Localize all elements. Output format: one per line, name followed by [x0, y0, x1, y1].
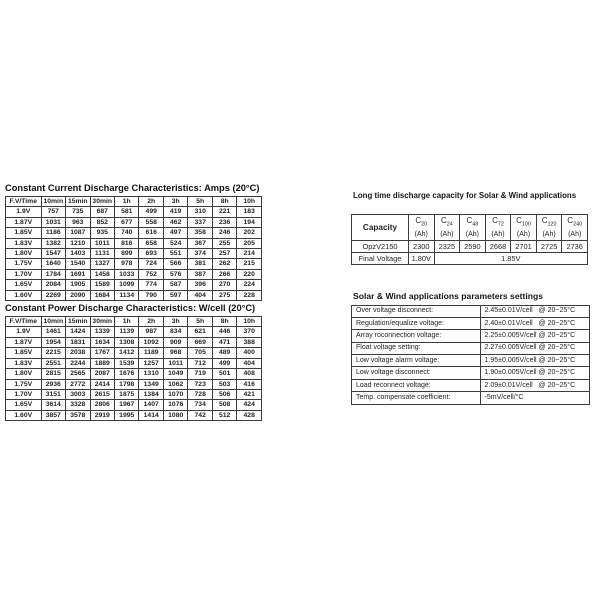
capacity-column-header — [485, 215, 511, 241]
value-cell: 558 — [139, 217, 163, 227]
value-cell: 1310 — [139, 369, 163, 379]
value-cell: 719 — [188, 369, 212, 379]
voltage-label-cell: 1.70V — [6, 389, 42, 399]
capacity-symbol: $C_{100}$ — [516, 216, 531, 228]
value-cell: 1684 — [90, 290, 114, 300]
column-header: 15min — [66, 197, 90, 207]
voltage-label-cell: 1.83V — [6, 358, 42, 368]
value-cell: 935 — [90, 228, 114, 238]
voltage-label-cell: 1.65V — [6, 400, 42, 410]
value-cell: 742 — [188, 410, 212, 420]
value-cell: 2565 — [66, 369, 90, 379]
value-cell: 236 — [212, 217, 236, 227]
final-voltage-span-cell: 1.85V — [434, 252, 587, 264]
value-cell: 551 — [163, 249, 187, 259]
value-cell: 723 — [188, 379, 212, 389]
constant-power-table — [5, 316, 262, 421]
value-cell: 1384 — [139, 389, 163, 399]
value-cell: 310 — [188, 207, 212, 217]
value-cell: 497 — [163, 228, 187, 238]
capacity-value-cell: 2325 — [434, 240, 460, 252]
value-cell: 566 — [163, 259, 187, 269]
column-header: 5h — [188, 317, 212, 327]
discharge-tables-column — [5, 183, 263, 421]
value-cell: 1875 — [115, 389, 139, 399]
voltage-label-cell: 1.75V — [6, 379, 42, 389]
value-cell: 374 — [188, 249, 212, 259]
value-cell: 499 — [139, 207, 163, 217]
table-row — [6, 269, 262, 279]
value-cell: 735 — [66, 207, 90, 217]
voltage-label-cell: 1.87V — [6, 217, 42, 227]
table-row — [6, 280, 262, 290]
capacity-column-header — [562, 215, 588, 241]
value-cell: 358 — [188, 228, 212, 238]
value-cell: 1784 — [41, 269, 65, 279]
capacity-table-title: Long time discharge capacity for Solar & Wind applications — [353, 191, 577, 200]
table-row — [6, 327, 262, 337]
voltage-label-cell: 1.9V — [6, 207, 42, 217]
column-header: 10h — [237, 197, 262, 207]
voltage-label-cell: 1.9V — [6, 327, 42, 337]
value-cell: 968 — [163, 348, 187, 358]
setting-label-cell: Array roconnection voltage: — [352, 330, 481, 342]
voltage-label-cell: 1.80V — [6, 369, 42, 379]
value-cell: 228 — [237, 290, 262, 300]
value-cell: 215 — [237, 259, 262, 269]
settings-table-title: Solar & Wind applications parameters settings — [353, 290, 543, 301]
value-cell: 246 — [212, 228, 236, 238]
capacity-table — [351, 214, 588, 265]
value-cell: 428 — [237, 410, 262, 420]
capacity-value-cell: 2701 — [511, 240, 537, 252]
table-row — [6, 238, 262, 248]
value-cell: 255 — [212, 238, 236, 248]
value-cell: 2090 — [66, 290, 90, 300]
capacity-model-row — [352, 240, 588, 252]
value-cell: 3614 — [41, 400, 65, 410]
settings-row — [352, 330, 590, 342]
value-cell: 416 — [237, 379, 262, 389]
value-cell: 1412 — [115, 348, 139, 358]
column-header: 2h — [139, 197, 163, 207]
value-cell: 687 — [90, 207, 114, 217]
value-cell: 2244 — [66, 358, 90, 368]
value-cell: 2038 — [66, 348, 90, 358]
value-cell: 2815 — [41, 369, 65, 379]
value-cell: 370 — [237, 327, 262, 337]
value-cell: 421 — [237, 389, 262, 399]
voltage-label-cell: 1.75V — [6, 259, 42, 269]
value-cell: 1905 — [66, 280, 90, 290]
setting-label-cell: Temp. compensate coefficient: — [352, 392, 481, 404]
settings-row — [352, 317, 590, 329]
value-cell: 790 — [139, 290, 163, 300]
value-cell: 3578 — [66, 410, 90, 420]
parameters-settings-body — [352, 305, 590, 404]
value-cell: 1461 — [41, 327, 65, 337]
value-cell: 508 — [212, 400, 236, 410]
value-cell: 221 — [212, 207, 236, 217]
value-cell: 1327 — [90, 259, 114, 269]
value-cell: 1349 — [139, 379, 163, 389]
value-cell: 503 — [212, 379, 236, 389]
capacity-symbol: $C_{72}$ — [492, 216, 504, 228]
column-header: 8h — [212, 317, 236, 327]
value-cell: 581 — [115, 207, 139, 217]
value-cell: 1031 — [41, 217, 65, 227]
column-header: 2h — [139, 317, 163, 327]
capacity-value-cell: 2300 — [409, 240, 435, 252]
value-cell: 1407 — [139, 400, 163, 410]
table-row — [6, 358, 262, 368]
value-cell: 757 — [41, 207, 65, 217]
column-header: 10h — [237, 317, 262, 327]
column-header: 30min — [90, 197, 114, 207]
value-cell: 224 — [237, 280, 262, 290]
value-cell: 524 — [163, 238, 187, 248]
capacity-column-header — [511, 215, 537, 241]
column-header: 1h — [115, 197, 139, 207]
constant-power-title: Constant Power Discharge Characteristics: W/cell (20°C) — [5, 303, 256, 314]
setting-value-cell: 2.45±0.01V/cell @ 20~25°C — [480, 305, 589, 317]
parameters-settings-table — [351, 305, 590, 405]
capacity-unit: (Ah) — [414, 230, 428, 238]
value-cell: 2806 — [90, 400, 114, 410]
setting-label-cell: Load reconnect voltage: — [352, 379, 481, 391]
value-cell: 1954 — [41, 337, 65, 347]
value-cell: 2414 — [90, 379, 114, 389]
value-cell: 834 — [163, 327, 187, 337]
value-cell: 1087 — [66, 228, 90, 238]
capacity-unit: (Ah) — [568, 230, 582, 238]
table-row — [6, 389, 262, 399]
value-cell: 2269 — [41, 290, 65, 300]
voltage-label-cell: 1.60V — [6, 290, 42, 300]
value-cell: 1767 — [90, 348, 114, 358]
value-cell: 2084 — [41, 280, 65, 290]
value-cell: 621 — [188, 327, 212, 337]
settings-row — [352, 342, 590, 354]
voltage-label-cell: 1.85V — [6, 228, 42, 238]
table-row — [6, 290, 262, 300]
value-cell: 1070 — [163, 389, 187, 399]
settings-row — [352, 355, 590, 367]
constant-current-title: Constant Current Discharge Characteristics: Amps (20°C) — [5, 183, 260, 193]
value-cell: 1424 — [66, 327, 90, 337]
value-cell: 1080 — [163, 410, 187, 420]
capacity-unit: (Ah) — [491, 230, 505, 238]
value-cell: 1403 — [66, 249, 90, 259]
setting-value-cell: 1.95±0.005V/cell @ 20~25°C — [480, 355, 589, 367]
capacity-column-header — [536, 215, 562, 241]
value-cell: 396 — [188, 280, 212, 290]
value-cell: 852 — [90, 217, 114, 227]
value-cell: 499 — [212, 358, 236, 368]
setting-value-cell: 1.90±0.005V/cell @ 20~25°C — [480, 367, 589, 379]
value-cell: 1131 — [90, 249, 114, 259]
value-cell: 1798 — [115, 379, 139, 389]
value-cell: 183 — [237, 207, 262, 217]
value-cell: 2772 — [66, 379, 90, 389]
value-cell: 202 — [237, 228, 262, 238]
value-cell: 1589 — [90, 280, 114, 290]
table-row — [6, 217, 262, 227]
capacity-final-voltage-row — [352, 252, 588, 264]
value-cell: 1691 — [66, 269, 90, 279]
setting-value-cell: 2.27±0.005V/cell @ 20~25°C — [480, 342, 589, 354]
value-cell: 597 — [163, 290, 187, 300]
column-header: 3h — [163, 197, 187, 207]
value-cell: 220 — [237, 269, 262, 279]
value-cell: 1458 — [90, 269, 114, 279]
table-row — [6, 410, 262, 420]
header-row — [6, 197, 262, 207]
value-cell: 2919 — [90, 410, 114, 420]
setting-value-cell: 2.25±0.005V/cell @ 20~25°C — [480, 330, 589, 342]
settings-row — [352, 367, 590, 379]
value-cell: 1831 — [66, 337, 90, 347]
capacity-column-header — [409, 215, 435, 241]
value-cell: 740 — [115, 228, 139, 238]
value-cell: 1033 — [115, 269, 139, 279]
capacity-symbol: $C_{120}$ — [541, 216, 557, 228]
capacity-unit: (Ah) — [465, 230, 480, 238]
value-cell: 1257 — [139, 358, 163, 368]
setting-label-cell: Low voltage alarm voltage: — [352, 355, 481, 367]
value-cell: 471 — [212, 337, 236, 347]
value-cell: 963 — [66, 217, 90, 227]
value-cell: 2087 — [90, 369, 114, 379]
setting-label-cell: Low voltage disconnect: — [352, 367, 481, 379]
value-cell: 205 — [237, 238, 262, 248]
value-cell: 1011 — [163, 358, 187, 368]
final-voltage-label-cell: Final Voltage — [352, 252, 409, 264]
table-row — [6, 400, 262, 410]
voltage-label-cell: 1.70V — [6, 269, 42, 279]
voltage-label-cell: 1.87V — [6, 337, 42, 347]
capacity-symbol: $C_{20}$ — [415, 216, 428, 228]
value-cell: 752 — [139, 269, 163, 279]
capacity-symbol: $C_{240}$ — [567, 216, 583, 228]
value-cell: 1186 — [41, 228, 65, 238]
table-row — [6, 369, 262, 379]
value-cell: 1414 — [139, 410, 163, 420]
value-cell: 1189 — [139, 348, 163, 358]
capacity-value-cell: 2725 — [536, 240, 562, 252]
voltage-label-cell: 1.85V — [6, 348, 42, 358]
value-cell: 705 — [188, 348, 212, 358]
header-row — [6, 317, 262, 327]
voltage-label-cell: 1.65V — [6, 280, 42, 290]
capacity-corner-cell: Capacity — [352, 215, 409, 241]
value-cell: 2615 — [90, 389, 114, 399]
capacity-value-cell: 2736 — [562, 240, 588, 252]
value-cell: 677 — [115, 217, 139, 227]
value-cell: 1995 — [115, 410, 139, 420]
setting-value-cell: 2.40±0.01V/cell @ 20~25°C — [480, 317, 589, 329]
table-row — [6, 228, 262, 238]
value-cell: 2215 — [41, 348, 65, 358]
value-cell: 987 — [139, 327, 163, 337]
column-header: 30min — [90, 317, 114, 327]
settings-row — [352, 305, 590, 317]
value-cell: 1049 — [163, 369, 187, 379]
capacity-symbol: $C_{24}$ — [440, 216, 453, 228]
column-header: 10min — [41, 197, 65, 207]
table-row — [6, 249, 262, 259]
capacity-column-header — [434, 215, 460, 241]
value-cell: 270 — [212, 280, 236, 290]
value-cell: 1011 — [90, 238, 114, 248]
column-header: 1h — [115, 317, 139, 327]
column-header: F.V/Time — [6, 317, 42, 327]
value-cell: 1210 — [66, 238, 90, 248]
value-cell: 419 — [163, 207, 187, 217]
value-cell: 506 — [212, 389, 236, 399]
value-cell: 899 — [115, 249, 139, 259]
value-cell: 512 — [212, 410, 236, 420]
value-cell: 1099 — [115, 280, 139, 290]
value-cell: 266 — [212, 269, 236, 279]
value-cell: 1967 — [115, 400, 139, 410]
value-cell: 462 — [163, 217, 187, 227]
value-cell: 1092 — [139, 337, 163, 347]
value-cell: 337 — [188, 217, 212, 227]
capacity-symbol: $C_{48}$ — [466, 216, 479, 228]
value-cell: 367 — [188, 238, 212, 248]
value-cell: 3328 — [66, 400, 90, 410]
value-cell: 1539 — [115, 358, 139, 368]
value-cell: 489 — [212, 348, 236, 358]
voltage-label-cell: 1.83V — [6, 238, 42, 248]
value-cell: 1676 — [115, 369, 139, 379]
setting-value-cell: -5mV/cell/°C — [480, 392, 589, 404]
value-cell: 214 — [237, 249, 262, 259]
final-voltage-first-cell: 1.80V — [409, 252, 435, 264]
value-cell: 576 — [163, 269, 187, 279]
value-cell: 816 — [115, 238, 139, 248]
setting-label-cell: Regulation/equalize voltage: — [352, 317, 481, 329]
capacity-unit: (Ah) — [440, 230, 454, 238]
value-cell: 728 — [188, 389, 212, 399]
value-cell: 1339 — [90, 327, 114, 337]
value-cell: 1547 — [41, 249, 65, 259]
value-cell: 257 — [212, 249, 236, 259]
value-cell: 712 — [188, 358, 212, 368]
value-cell: 734 — [188, 400, 212, 410]
settings-row — [352, 379, 590, 391]
table-row — [6, 348, 262, 358]
value-cell: 616 — [139, 228, 163, 238]
value-cell: 387 — [188, 269, 212, 279]
value-cell: 1139 — [115, 327, 139, 337]
value-cell: 658 — [139, 238, 163, 248]
value-cell: 909 — [163, 337, 187, 347]
value-cell: 1540 — [66, 259, 90, 269]
setting-label-cell: Over voltage disconnect: — [352, 305, 481, 317]
column-header: 8h — [212, 197, 236, 207]
value-cell: 1308 — [115, 337, 139, 347]
value-cell: 424 — [237, 400, 262, 410]
table-row — [6, 207, 262, 217]
setting-label-cell: Float voltage setting: — [352, 342, 481, 354]
value-cell: 381 — [188, 259, 212, 269]
column-header: 5h — [188, 197, 212, 207]
value-cell: 501 — [212, 369, 236, 379]
value-cell: 669 — [188, 337, 212, 347]
value-cell: 400 — [237, 348, 262, 358]
value-cell: 446 — [212, 327, 236, 337]
column-header: 10min — [41, 317, 65, 327]
value-cell: 408 — [237, 369, 262, 379]
table-row — [6, 259, 262, 269]
capacity-unit: (Ah) — [516, 230, 531, 238]
value-cell: 2936 — [41, 379, 65, 389]
table-row — [6, 337, 262, 347]
model-label-cell: OpzV2150 — [352, 240, 409, 252]
value-cell: 774 — [139, 280, 163, 290]
value-cell: 1382 — [41, 238, 65, 248]
value-cell: 1889 — [90, 358, 114, 368]
voltage-label-cell: 1.80V — [6, 249, 42, 259]
value-cell: 404 — [188, 290, 212, 300]
constant-current-table — [5, 196, 262, 301]
solar-wind-column — [351, 191, 591, 405]
value-cell: 978 — [115, 259, 139, 269]
column-header: 3h — [163, 317, 187, 327]
value-cell: 1634 — [90, 337, 114, 347]
value-cell: 194 — [237, 217, 262, 227]
voltage-label-cell: 1.60V — [6, 410, 42, 420]
value-cell: 1134 — [115, 290, 139, 300]
capacity-value-cell: 2590 — [460, 240, 486, 252]
value-cell: 1076 — [163, 400, 187, 410]
capacity-value-cell: 2668 — [485, 240, 511, 252]
column-header: 15min — [66, 317, 90, 327]
table-row — [6, 379, 262, 389]
value-cell: 587 — [163, 280, 187, 290]
capacity-column-header — [460, 215, 486, 241]
capacity-header-row — [352, 215, 588, 241]
setting-value-cell: 2.09±0.01V/cell @ 20~25°C — [480, 379, 589, 391]
value-cell: 724 — [139, 259, 163, 269]
column-header: F.V/Time — [6, 197, 42, 207]
value-cell: 3151 — [41, 389, 65, 399]
settings-row — [352, 392, 590, 404]
value-cell: 3003 — [66, 389, 90, 399]
value-cell: 1640 — [41, 259, 65, 269]
value-cell: 3857 — [41, 410, 65, 420]
value-cell: 2551 — [41, 358, 65, 368]
value-cell: 262 — [212, 259, 236, 269]
capacity-unit: (Ah) — [542, 230, 556, 238]
value-cell: 388 — [237, 337, 262, 347]
value-cell: 1062 — [163, 379, 187, 389]
value-cell: 275 — [212, 290, 236, 300]
value-cell: 693 — [139, 249, 163, 259]
value-cell: 404 — [237, 358, 262, 368]
